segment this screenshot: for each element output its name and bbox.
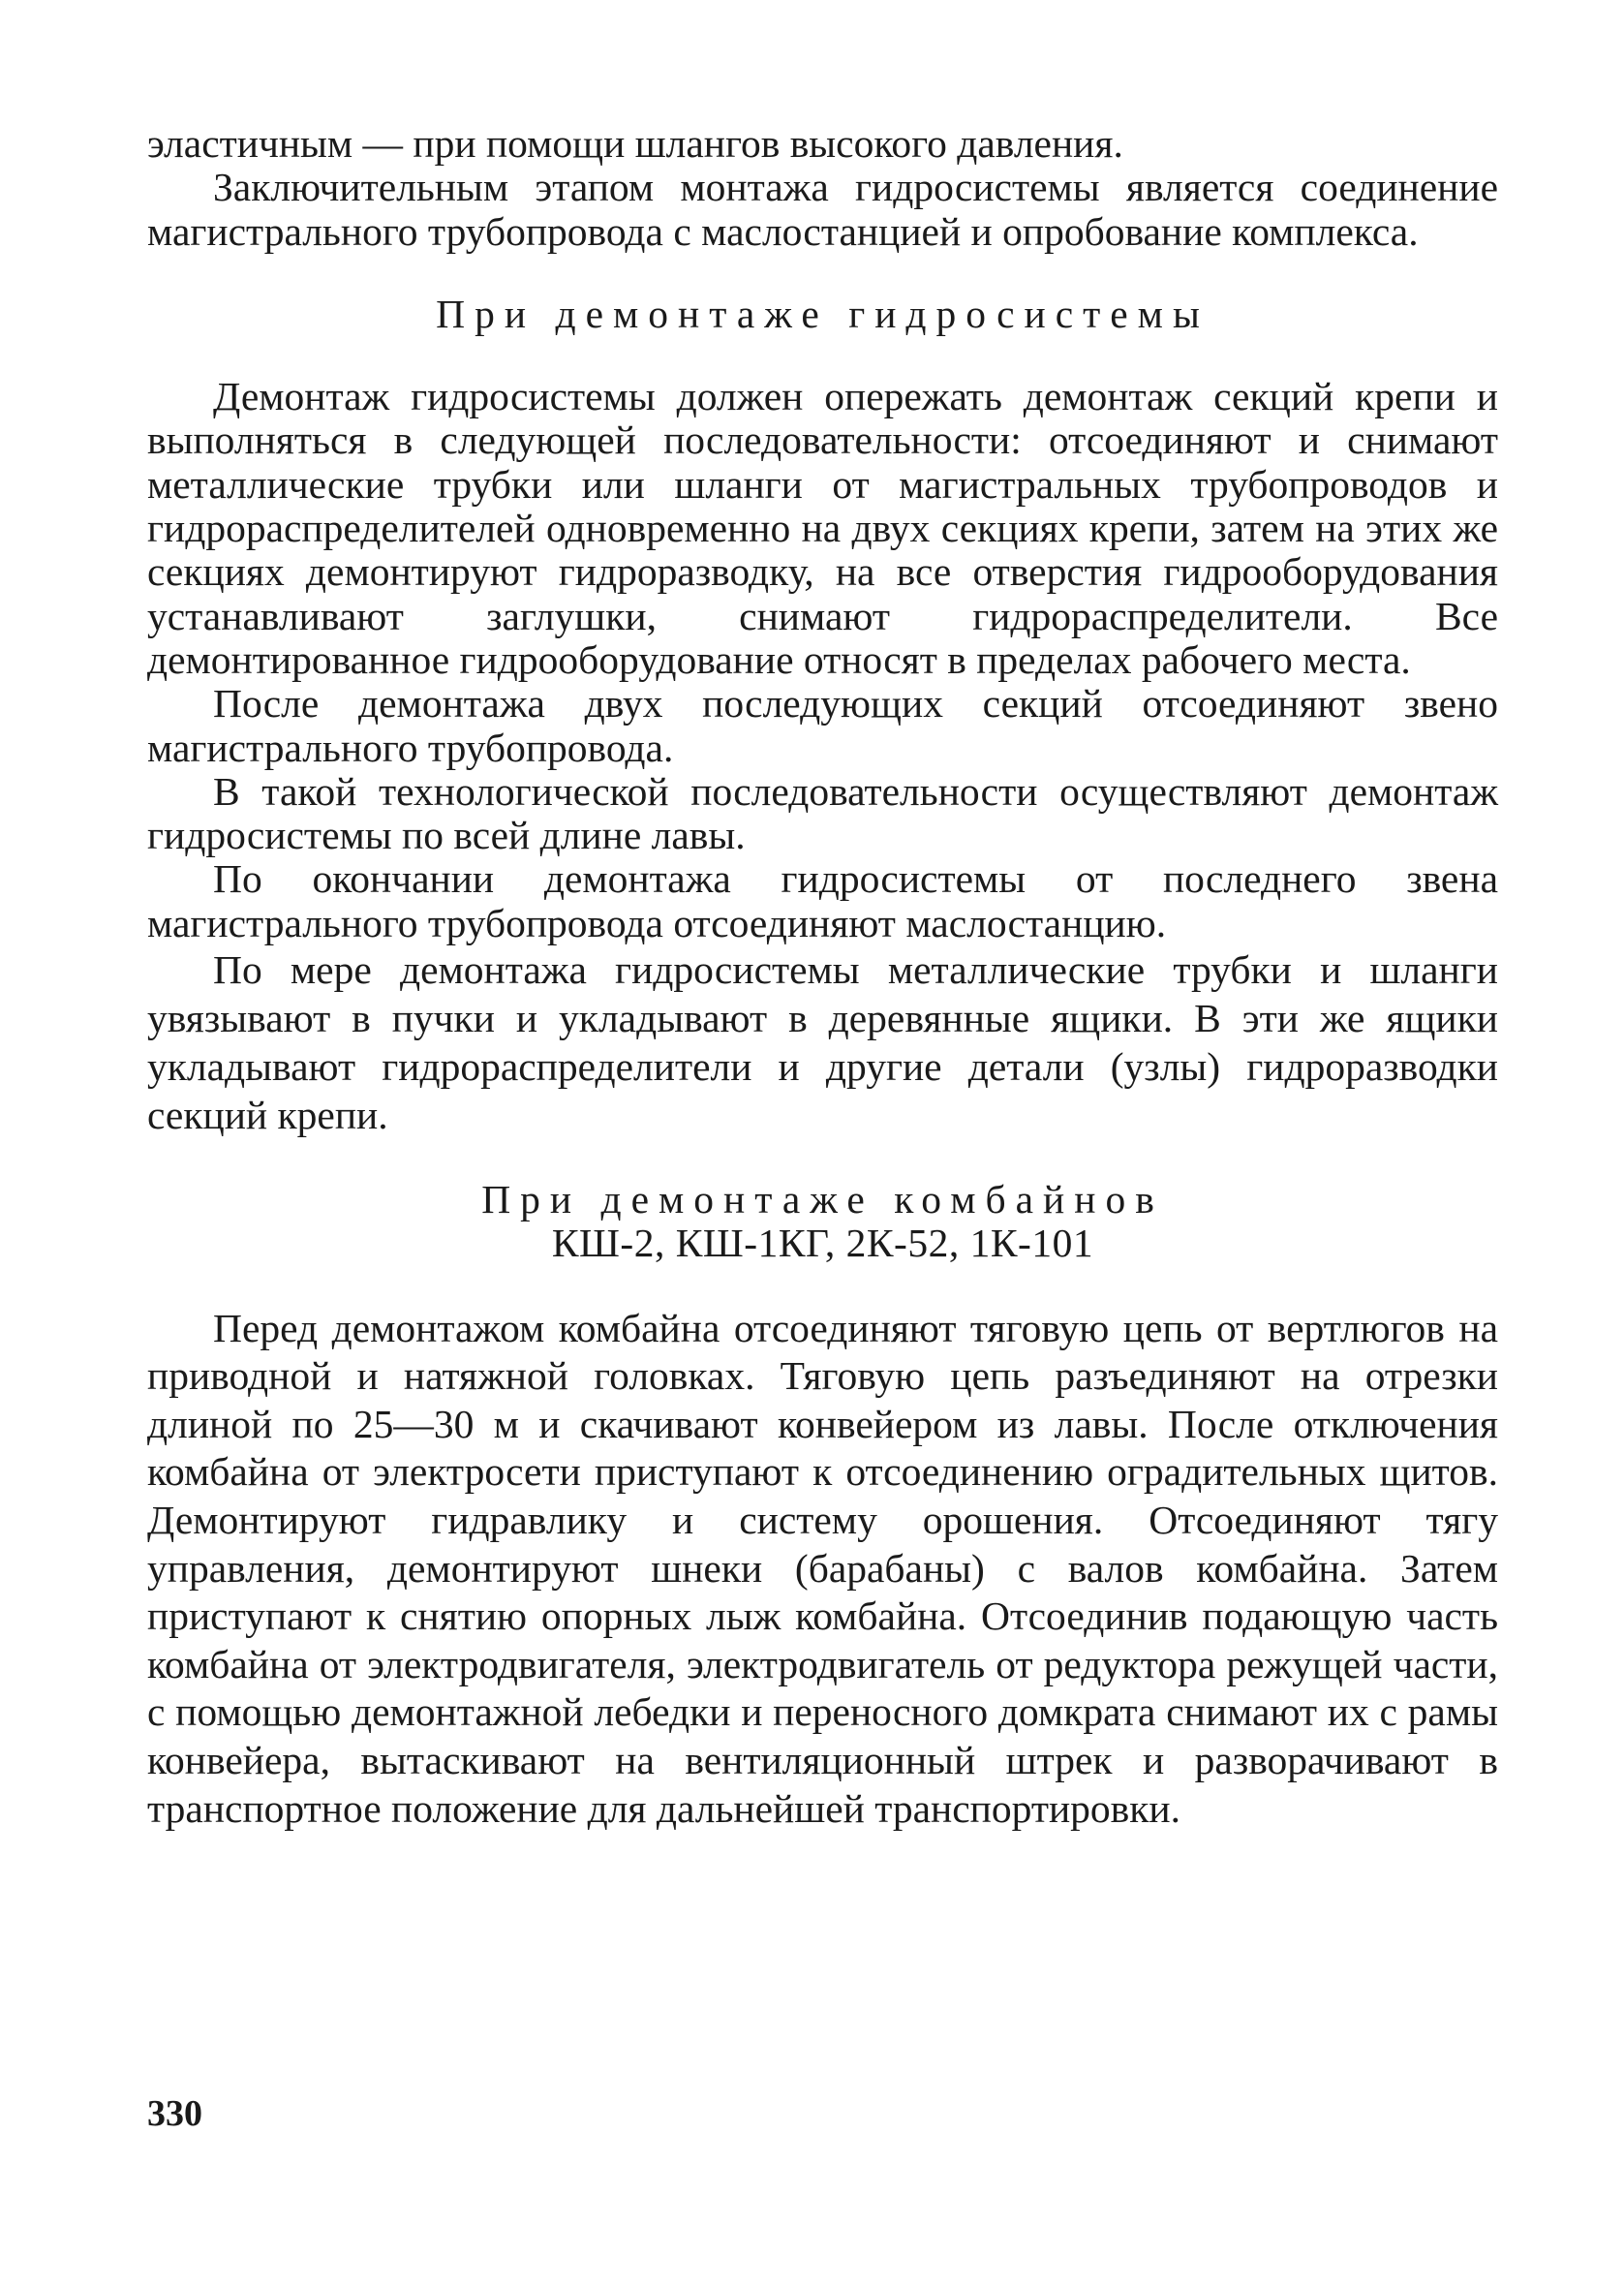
paragraph-final-stage: Заключительным этапом монтажа гидросистемы является соединение магистрального трубопровода с маслостанцией и опробование комплекса. (147, 165, 1498, 254)
paragraph-continuation: эластичным — при помощи шлангов высокого давления. (147, 121, 1123, 166)
paragraph-two-sections: После демонтажа двух последующих секций отсоединяют звено магистрального трубопровода. (147, 681, 1498, 770)
section-heading-hydrosystem: При демонтаже гидросистемы (436, 291, 1210, 336)
section-heading-combines: При демонтаже комбайнов (481, 1177, 1164, 1222)
paragraph-dismantling-order: Демонтаж гидросистемы должен опережать демонтаж секций крепи и выполняться в следующей последовательности: отсоединяют и снимают металлические трубки или шланги от магистральных трубопроводов и гидрораспределителей одновременно на двух секциях крепи, затем на этих же секциях демонтируют гидроразводку, на все отверстия гидрооборудования устанавливают заглушки, снимают гидрораспределители. Все демонтированное гидрооборудование относят в пределах рабочего места. (147, 374, 1498, 682)
paragraph-oil-station: По окончании демонтажа гидросистемы от последнего звена магистрального трубопровода отсоединяют маслостанцию. (147, 856, 1498, 945)
paragraph-combine-dismantling: Перед демонтажом комбайна отсоединяют тяговую цепь от вертлюгов на приводной и натяжной головках. Тяговую цепь разъединяют на отрезки длиной по 25—30 м и скачивают конвейером из лавы. После отключения комбайна от электросети приступают к отсоединению оградительных щитов. Демонтируют гидравлику и систему орошения. Отсоединяют тягу управления, демонтируют шнеки (барабаны) с валов комбайна. Затем приступают к снятию опорных лыж комбайна. Отсоединив подающую часть комбайна от электродвигателя, электродвигатель от редуктора режущей части, с помощью демонтажной лебедки и переносного домкрата снимают их с рамы конвейера, вытаскивают на вентиляционный штрек и разворачивают в транспортное положение для дальнейшей транспортировки. (147, 1305, 1498, 1831)
section-heading-combine-models: КШ-2, КШ-1КГ, 2К-52, 1К-101 (551, 1221, 1094, 1266)
paragraph-sequence: В такой технологической последовательности осуществляют демонтаж гидросистемы по всей длине лавы. (147, 768, 1498, 858)
page-number: 330 (147, 2093, 202, 2134)
paragraph-packing: По мере демонтажа гидросистемы металлические трубки и шланги увязывают в пучки и укладывают в деревянные ящики. В эти же ящики укладывают гидрораспределители и другие детали (узлы) гидроразводки секций крепи. (147, 947, 1498, 1138)
